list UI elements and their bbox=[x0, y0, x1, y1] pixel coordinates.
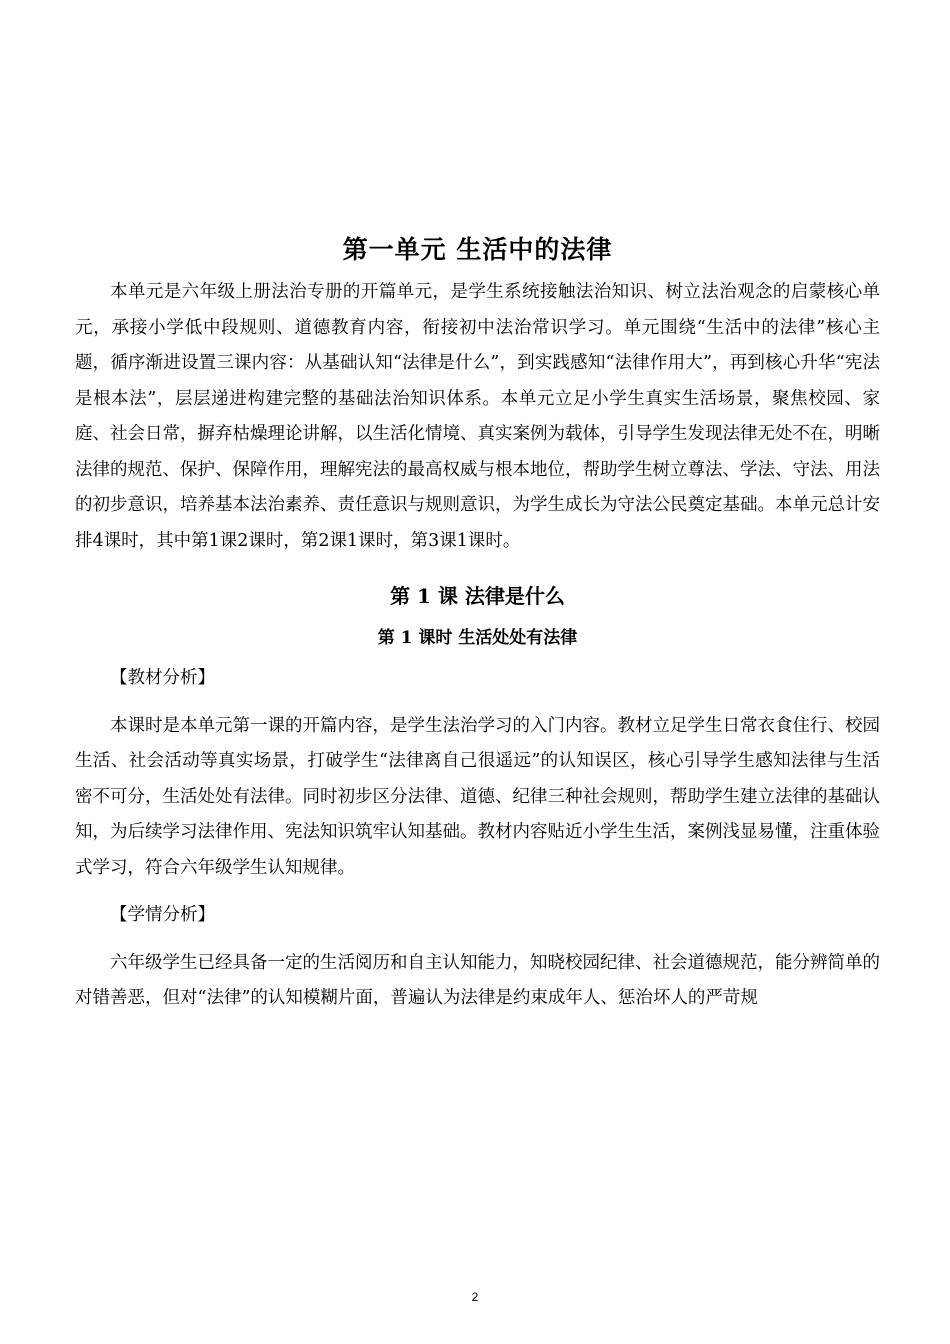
page-number: 2 bbox=[471, 1290, 479, 1304]
material-analysis-paragraph: 本课时是本单元第一课的开篇内容，是学生法治学习的入门内容。教材立足学生日常衣食住行、校园生活、社会活动等真实场景，打破学生“法律离自己很遥远”的认知误区，核心引导学生感知法律与生活密不可分，生活处处有法律。同时初步区分法律、道德、纪律三种社会规则，帮助学生建立法律的基础认知，为后续学习法律作用、宪法知识筑牢认知基础。教材内容贴近小学生生活，案例浅显易懂，注重体验式学习，符合六年级学生认知规律。 bbox=[75, 715, 880, 878]
material-analysis-heading: 【教材分析】 bbox=[110, 668, 215, 688]
period-title: 第 1 课时 生活处处有法律 bbox=[377, 628, 578, 648]
lesson-title: 第 1 课 法律是什么 bbox=[390, 584, 565, 608]
unit-title: 第一单元 生活中的法律 bbox=[342, 235, 613, 264]
student-analysis-heading: 【学情分析】 bbox=[110, 905, 215, 925]
section-gap bbox=[75, 886, 880, 898]
student-analysis-paragraph: 六年级学生已经具备一定的生活阅历和自主认知能力，知晓校园纪律、社会道德规范，能分辨简单的对错善恶，但对“法律”的认知模糊片面，普遍认为法律是约束成年人、惩治坏人的严苛规 bbox=[75, 952, 880, 1008]
document-page bbox=[75, 225, 880, 1017]
unit-intro-paragraph: 本单元是六年级上册法治专册的开篇单元，是学生系统接触法治知识、树立法治观念的启蒙核心单元，承接小学低中段规则、道德教育内容，衔接初中法治常识学习。单元围绕“生活中的法律”核心主题，循序渐进设置三课内容：从基础认知“法律是什么”，到实践感知“法律作用大”，再到核心升华“宪法是根本法”，层层递进构建完整的基础法治知识体系。本单元立足小学生真实生活场景，聚焦校园、家庭、社会日常，摒弃枯燥理论讲解，以生活化情境、真实案例为载体，引导学生发现法律无处不在，明晰法律的规范、保护、保障作用，理解宪法的最高权威与根本地位，帮助学生树立尊法、学法、守法、用法的初步意识，培养基本法治素养、责任意识与规则意识，为学生成长为守法公民奠定基础。本单元总计安排4课时，其中第1课2课时，第2课1课时，第3课1课时。 bbox=[75, 282, 880, 551]
